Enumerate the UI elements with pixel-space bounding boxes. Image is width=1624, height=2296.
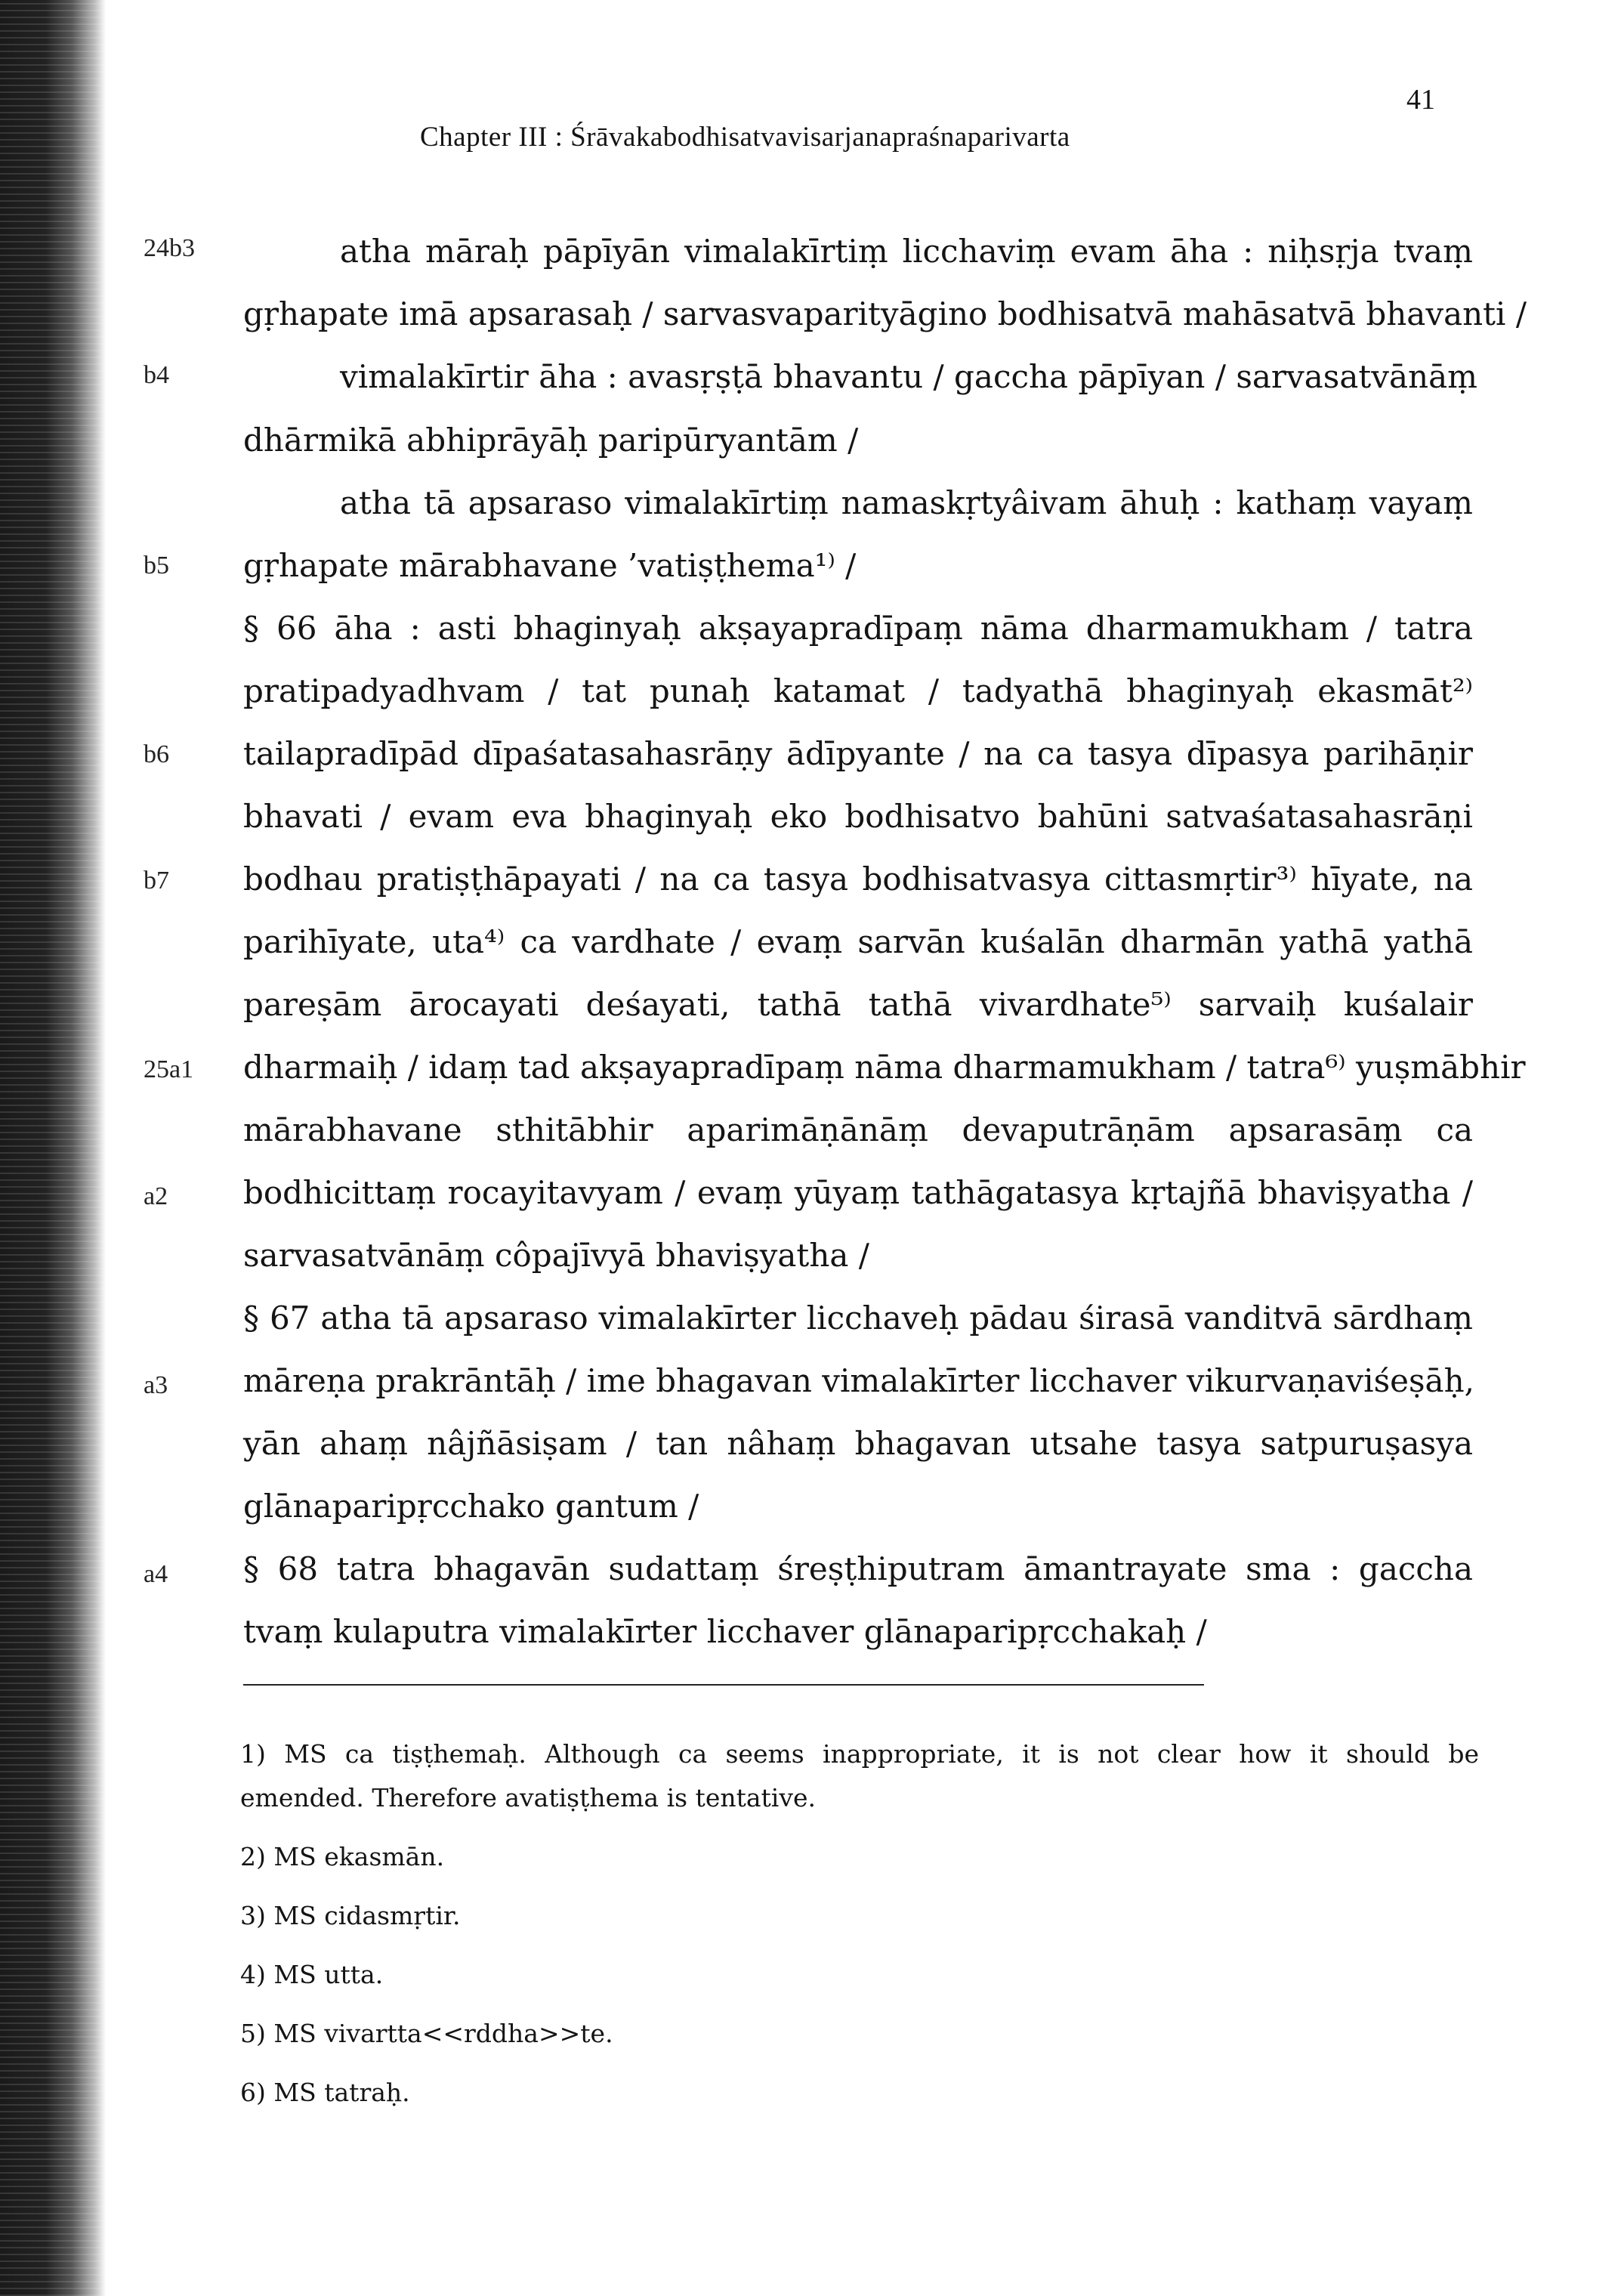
- text-line: pratipadyadhvam / tat punaḥ katamat / tadyathā bhaginyaḥ ekasmāt²⁾: [243, 672, 1473, 709]
- folio-marker: a3: [144, 1371, 168, 1399]
- text-line: dharmaiḥ / idaṃ tad akṣayapradīpaṃ nāma dharmamukham / tatra⁶⁾ yuṣmābhir: [243, 1049, 1526, 1086]
- text-line: tailapradīpād dīpaśatasahasrāṇy ādīpyante / na ca tasya dīpasya parihāṇir: [243, 735, 1473, 772]
- footnote-line: 1) MS ca tiṣṭhemaḥ. Although ca seems inappropriate, it is not clear how it should be: [240, 1739, 1479, 1769]
- folio-marker: a4: [144, 1560, 168, 1588]
- text-line: mārabhavane sthitābhir aparimāṇānāṃ devaputrāṇām apsarasāṃ ca: [243, 1111, 1473, 1148]
- text-line: pareṣām ārocayati deśayati, tathā tathā vivardhate⁵⁾ sarvaiḥ kuśalair: [243, 986, 1473, 1023]
- text-line: dhārmikā abhiprāyāḥ paripūryantām /: [243, 422, 859, 459]
- footnote-divider: [243, 1684, 1204, 1686]
- footnote-line: 6) MS tatraḥ.: [240, 2078, 410, 2107]
- folio-marker: b7: [144, 867, 169, 895]
- folio-marker: 25a1: [144, 1055, 194, 1083]
- folio-marker: 24b3: [144, 234, 195, 262]
- footnote-line: 2) MS ekasmān.: [240, 1842, 445, 1871]
- text-line: bodhau pratiṣṭhāpayati / na ca tasya bodhisatvasya cittasmṛtir³⁾ hīyate, na: [243, 861, 1473, 898]
- folio-marker: b5: [144, 552, 169, 579]
- text-line: bhavati / evam eva bhaginyaḥ eko bodhisatvo bahūni satvaśatasahasrāṇi: [243, 798, 1473, 835]
- folio-marker: b4: [144, 361, 169, 389]
- folio-marker: a2: [144, 1182, 168, 1210]
- footnote-line: 5) MS vivartta<<rddha>>te.: [240, 2019, 613, 2048]
- text-line: atha māraḥ pāpīyān vimalakīrtiṃ licchaviṃ evam āha : niḥsṛja tvaṃ: [340, 233, 1473, 270]
- text-line: gṛhapate mārabhavane ’vatiṣṭhema¹⁾ /: [243, 547, 857, 584]
- text-line: tvaṃ kulaputra vimalakīrter licchaver glānaparipṛcchakaḥ /: [243, 1613, 1207, 1650]
- text-line: yān ahaṃ nâjñāsiṣam / tan nâhaṃ bhagavan utsahe tasya satpuruṣasya: [243, 1425, 1473, 1462]
- running-header: Chapter III : Śrāvakabodhisatvavisarjanapraśnaparivarta: [420, 122, 1070, 153]
- scanned-binding-edge: [0, 0, 106, 2296]
- text-line: § 67 atha tā apsaraso vimalakīrter licchaveḥ pādau śirasā vanditvā sārdhaṃ: [243, 1299, 1473, 1337]
- folio-marker: b6: [144, 740, 169, 768]
- page-number: 41: [1406, 84, 1435, 116]
- text-line: māreṇa prakrāntāḥ / ime bhagavan vimalakīrter licchaver vikurvaṇaviśeṣāḥ,: [243, 1362, 1475, 1399]
- text-line: atha tā apsaraso vimalakīrtiṃ namaskṛtyâivam āhuḥ : kathaṃ vayaṃ: [340, 484, 1473, 521]
- text-line: glānaparipṛcchako gantum /: [243, 1488, 699, 1525]
- text-line: bodhicittaṃ rocayitavyam / evaṃ yūyaṃ tathāgatasya kṛtajñā bhaviṣyatha /: [243, 1174, 1473, 1211]
- footnote-line: 3) MS cidasmṛtir.: [240, 1901, 461, 1930]
- text-line: sarvasatvānāṃ côpajīvyā bhaviṣyatha /: [243, 1237, 869, 1274]
- text-line: § 68 tatra bhagavān sudattaṃ śreṣṭhiputram āmantrayate sma : gaccha: [243, 1550, 1473, 1587]
- text-line: parihīyate, uta⁴⁾ ca vardhate / evaṃ sarvān kuśalān dharmān yathā yathā: [243, 923, 1473, 960]
- text-line: vimalakīrtir āha : avasṛṣṭā bhavantu / gaccha pāpīyan / sarvasatvānāṃ: [340, 358, 1477, 395]
- text-line: § 66 āha : asti bhaginyaḥ akṣayapradīpaṃ nāma dharmamukham / tatra: [243, 610, 1473, 647]
- text-line: gṛhapate imā apsarasaḥ / sarvasvaparityāgino bodhisatvā mahāsatvā bhavanti /: [243, 295, 1527, 332]
- footnote-line: emended. Therefore avatiṣṭhema is tentative.: [240, 1783, 817, 1812]
- footnote-line: 4) MS utta.: [240, 1960, 384, 1989]
